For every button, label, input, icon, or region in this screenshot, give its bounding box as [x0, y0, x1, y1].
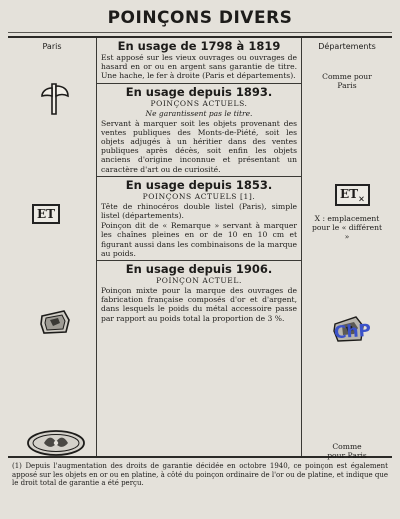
section-1893-subheading: POINÇONS ACTUELS. — [150, 98, 248, 108]
column-paris — [8, 38, 97, 456]
divider — [97, 176, 301, 177]
et-mark-paris: ET — [32, 204, 60, 224]
mixed-metal-oval-mark-icon — [26, 428, 86, 458]
marks-table — [8, 36, 392, 460]
column-departements — [302, 38, 392, 460]
column-header-paris: Paris — [42, 42, 62, 51]
section-1853-text-remarque: Poinçon dit de « Remarque » servant à marquer les chaînes pleines en or de 10 en 10 cm et figurant aussi dans les combinaisons de la marque au poids. — [101, 221, 297, 258]
section-1906-text: Poinçon mixte pour la marque des ouvrages de fabrication française composés d'or et d'argent, dans lesquels le poids du métal accessoire passe par rapport au poids total la proportion de 3 %. — [101, 286, 297, 323]
axe-mark-icon — [38, 80, 70, 116]
et-mark-departements — [335, 184, 370, 206]
note-1906-comme-paris: Comme pour Paris — [327, 442, 367, 460]
section-1893-note: Ne garantissent pas le titre. — [145, 108, 253, 118]
divider — [97, 260, 301, 261]
section-1853-heading: En usage depuis 1853. — [125, 177, 273, 192]
section-1906-subheading: POINÇON ACTUEL. — [156, 276, 242, 286]
section-1853-text: Tête de rhinocéros double listel (Paris), simple listel (départements). — [101, 201, 297, 221]
footnote: (1) Depuis l'augmentation des droits de garantie décidée en octobre 1940, ce poinçon est également apposé sur les objets en or ou en platine, à côté du poinçon ordinaire de l'or ou de platine, et indique que le droit total de garantie a été perçu. — [8, 456, 392, 488]
column-descriptions — [97, 38, 302, 456]
chp-watermark: ChP — [333, 320, 372, 344]
page-title: POINÇONS DIVERS — [8, 6, 392, 33]
note-1798-comme-paris: Comme pour Paris — [322, 72, 372, 90]
section-1893-text: Servant à marquer soit les objets provenant des ventes publiques des Monts-de-Piété, soit les objets adjugés à un héritier dans des ventes publiques après décès, soit enfin les objets anciens d'origine inconnue et présentant un caractère d'art ou de curiosité. — [101, 118, 297, 174]
divider — [97, 83, 301, 84]
rhinoceros-head-double-mark-icon — [38, 308, 72, 336]
column-header-departements: Départements — [318, 42, 376, 51]
section-1853-subheading: POINÇONS ACTUELS [1]. — [142, 191, 256, 201]
section-1906-heading: En usage depuis 1906. — [125, 262, 273, 277]
et-mark-departements-label: ET — [340, 187, 359, 201]
section-1893-heading: En usage depuis 1893. — [125, 84, 273, 99]
note-1893-emplacement: X : emplacement pour le « différent » — [312, 214, 383, 241]
differentiating-mark-x: × — [358, 193, 365, 204]
section-1798-heading: En usage de 1798 à 1819 — [117, 39, 281, 53]
section-1798-text: Est apposé sur les vieux ouvrages ou ouvrages de hasard en or ou en argent sans garantie de titre. Une hache, le fer à droite (Paris et départements). — [101, 53, 297, 81]
